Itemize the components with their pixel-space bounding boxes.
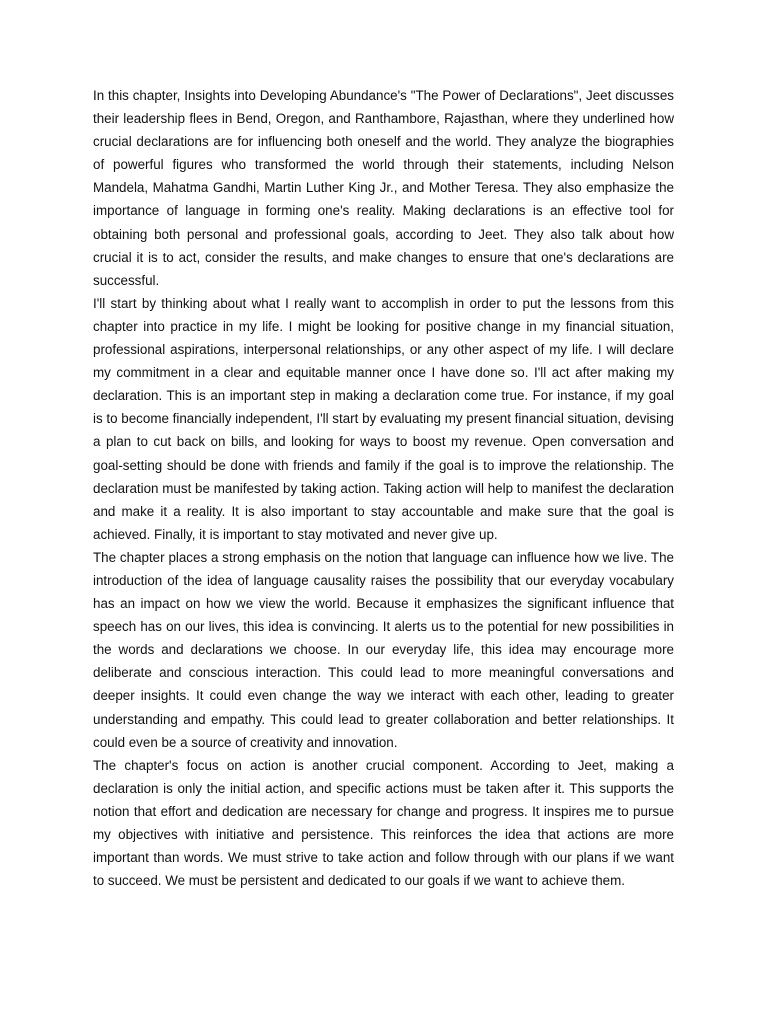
paragraph-action: The chapter's focus on action is another crucial component. According to Jeet, making a declaration is only the initial action, and specific actions must be taken after it. This supports the notion that effort and dedication are necessary for change and progress. It inspires me to pursue my objectives with initiative and persistence. This reinforces the idea that actions are more important than words. We must strive to take action and follow through with our plans if we want to succeed. We must be persistent and dedicated to our goals if we want to achieve them. bbox=[93, 757, 674, 889]
paragraph-application: I'll start by thinking about what I really want to accomplish in order to put the lessons from this chapter into practice in my life. I might be looking for positive change in my financial situation, professional aspirations, interpersonal relationships, or any other aspect of my life. I will declare my commitment in a clear and equitable manner once I have done so. I'll act after making my declaration. This is an important step in making a declaration come true. For instance, if my goal is to become financially independent, I'll start by evaluating my present financial situation, devising a plan to cut back on bills, and looking for ways to boost my revenue. Open conversation and goal-setting should be done with friends and family if the goal is to improve the relationship. The declaration must be manifested by taking action. Taking action will help to manifest the declaration and make it a reality. It is also important to stay accountable and make sure that the goal is achieved. Finally, it is important to stay motivated and never give up. bbox=[93, 295, 674, 542]
document-body bbox=[93, 84, 674, 892]
paragraph-summary: In this chapter, Insights into Developing Abundance's "The Power of Declarations", Jeet discusses their leadership flees in Bend, Oregon, and Ranthambore, Rajasthan, where they underlined how crucial declarations are for influencing both oneself and the world. They analyze the biographies of powerful figures who transformed the world through their statements, including Nelson Mandela, Mahatma Gandhi, Martin Luther King Jr., and Mother Teresa. They also emphasize the importance of language in forming one's reality. Making declarations is an effective tool for obtaining both personal and professional goals, according to Jeet. They also talk about how crucial it is to act, consider the results, and make changes to ensure that one's declarations are successful. bbox=[93, 88, 674, 288]
paragraph-language: The chapter places a strong emphasis on the notion that language can influence how we live. The introduction of the idea of language causality raises the possibility that our everyday vocabulary has an impact on how we view the world. Because it emphasizes the significant influence that speech has on our lives, this idea is convincing. It alerts us to the potential for new possibilities in the words and declarations we choose. In our everyday life, this idea may encourage more deliberate and conscious interaction. This could lead to more meaningful conversations and deeper insights. It could even change the way we interact with each other, leading to greater understanding and empathy. This could lead to greater collaboration and better relationships. It could even be a source of creativity and innovation. bbox=[93, 549, 674, 750]
